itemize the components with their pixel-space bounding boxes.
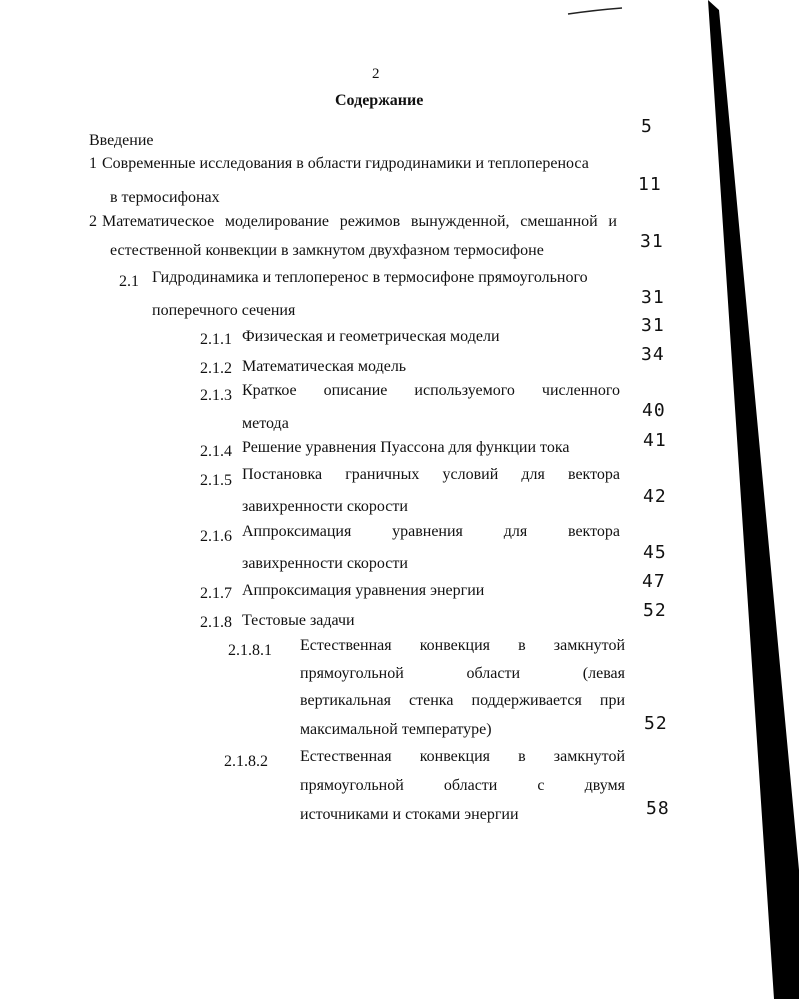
toc-entry-text: завихренности скорости <box>242 498 408 515</box>
toc-entry-text: Математическое моделирование режимов вынужденной, смешанной и <box>102 213 617 230</box>
toc-entry-text: Естественная конвекция в замкнутой <box>300 748 625 765</box>
toc-entry-number: 2.1.1 <box>200 331 232 348</box>
toc-entry-number: 2.1.3 <box>200 387 232 404</box>
toc-entry-text: Естественная конвекция в замкнутой <box>300 637 625 654</box>
toc-entry-text: Постановка граничных условий для вектора <box>242 466 620 483</box>
toc-entry-text: прямоугольной области (левая <box>300 665 625 682</box>
toc-entry-number: 2.1.8.2 <box>224 753 268 770</box>
toc-page-number: 41 <box>643 430 667 451</box>
toc-entry-intro-text: Введение <box>89 132 154 149</box>
toc-entry-number: 2.1.8.1 <box>228 642 272 659</box>
toc-page-number: 31 <box>640 231 664 252</box>
page-title: Содержание <box>335 92 424 109</box>
toc-page-number: 31 <box>641 287 665 308</box>
toc-page-number: 34 <box>641 344 665 365</box>
toc-entry-text: естественной конвекции в замкнутом двухфазном термосифоне <box>110 242 544 259</box>
toc-entry-text: Современные исследования в области гидродинамики и теплопереноса <box>102 155 589 172</box>
toc-entry-text: вертикальная стенка поддерживается при <box>300 692 625 709</box>
toc-page-number: 31 <box>641 315 665 336</box>
toc-entry-text: Тестовые задачи <box>242 612 355 629</box>
toc-page-number: 47 <box>642 571 666 592</box>
toc-entry-text: Краткое описание используемого численного <box>242 382 620 399</box>
toc-entry-text: источниками и стоками энергии <box>300 806 519 823</box>
toc-page-number: 58 <box>646 798 670 819</box>
toc-entry-text: прямоугольной области с двумя <box>300 777 625 794</box>
toc-page-number: 5 <box>641 116 653 137</box>
page-number: 2 <box>372 66 380 82</box>
toc-page-number: 11 <box>638 174 662 195</box>
toc-entry-text: Аппроксимация уравнения для вектора <box>242 523 620 540</box>
toc-entry-number: 1 <box>89 155 97 172</box>
toc-entry-text: Гидродинамика и теплоперенос в термосифоне прямоугольного <box>152 269 588 286</box>
toc-entry-text: Физическая и геометрическая модели <box>242 328 500 345</box>
toc-entry-text: Решение уравнения Пуассона для функции тока <box>242 439 570 456</box>
toc-entry-text: метода <box>242 415 289 432</box>
toc-entry-text: в термосифонах <box>110 189 220 206</box>
toc-entry-number: 2 <box>89 213 97 230</box>
toc-page-number: 45 <box>643 542 667 563</box>
toc-entry-number: 2.1.5 <box>200 472 232 489</box>
scan-stroke <box>566 4 626 23</box>
toc-entry-number: 2.1.8 <box>200 614 232 631</box>
toc-page-number: 52 <box>643 600 667 621</box>
toc-entry-number: 2.1.2 <box>200 360 232 377</box>
toc-entry-number: 2.1.6 <box>200 528 232 545</box>
toc-entry-number: 2.1 <box>119 273 139 290</box>
toc-entry-text: Аппроксимация уравнения энергии <box>242 582 485 599</box>
toc-page-number: 40 <box>642 400 666 421</box>
toc-entry-text: завихренности скорости <box>242 555 408 572</box>
toc-entry-text: максимальной температуре) <box>300 721 492 738</box>
toc-page-number: 42 <box>643 486 667 507</box>
toc-page-number: 52 <box>644 713 668 734</box>
toc-entry-number: 2.1.4 <box>200 443 232 460</box>
toc-entry-number: 2.1.7 <box>200 585 232 602</box>
toc-entry-text: Математическая модель <box>242 358 407 375</box>
toc-entry-text: поперечного сечения <box>152 302 296 319</box>
